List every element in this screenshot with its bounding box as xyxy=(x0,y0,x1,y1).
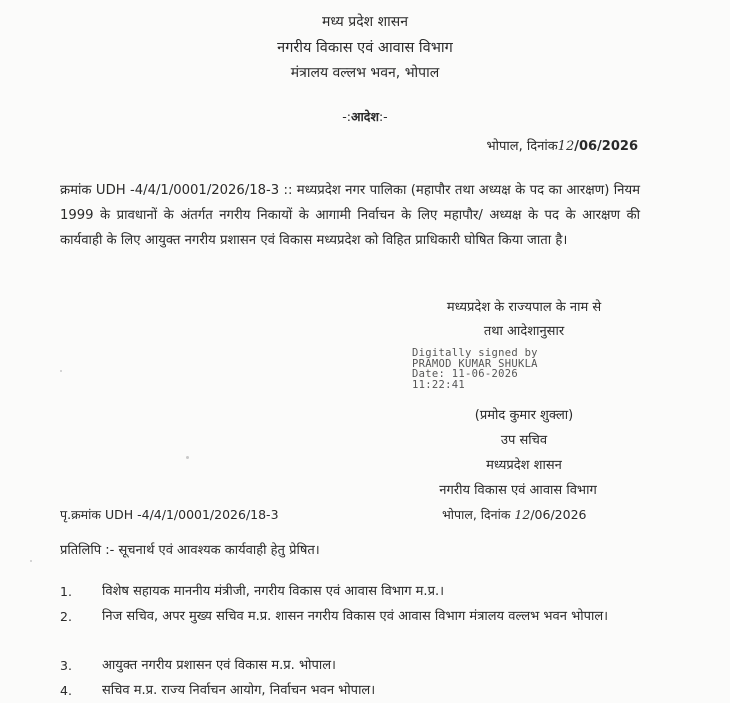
copy-list-number: 1. xyxy=(60,584,72,599)
header-address: मंत्रालय वल्लभ भवन, भोपाल xyxy=(290,65,440,81)
copy-place-date xyxy=(442,506,586,523)
signatory-name: (प्रमोद कुमार शुक्ला) xyxy=(474,408,574,423)
digital-signature-block xyxy=(412,348,652,390)
digital-signature-line1: Digitally signed by xyxy=(412,347,538,359)
signature-authority-line2: तथा आदेशानुसार xyxy=(483,324,565,339)
order-place-date-label: भोपाल, दिनांक xyxy=(486,139,558,154)
signatory-designation: उप सचिव xyxy=(500,433,548,448)
copy-list-item: सचिव म.प्र. राज्य निर्वाचन आयोग, निर्वाचन भवन भोपाल। xyxy=(102,683,376,698)
copy-list-item: निज सचिव, अपर मुख्य सचिव म.प्र. शासन नगरीय विकास एवं आवास विभाग मंत्रालय वल्लभ भवन भोपाल। xyxy=(102,609,609,624)
order-date-rest: /06/2026 xyxy=(574,139,638,154)
copy-list-number: 2. xyxy=(60,609,72,624)
copy-list-number: 4. xyxy=(60,683,72,698)
copy-date-day-handwritten: 12 xyxy=(514,507,531,522)
order-title-suffix: :- xyxy=(378,109,388,124)
copy-date-label: भोपाल, दिनांक xyxy=(442,507,511,522)
order-place-date xyxy=(487,136,639,154)
order-title-prefix: -: xyxy=(342,109,352,124)
copy-list-item: आयुक्त नगरीय प्रशासन एवं विकास म.प्र. भोपाल। xyxy=(102,658,336,673)
scan-speck xyxy=(186,456,189,459)
order-title-text: आदेश xyxy=(351,109,379,124)
copy-list-item: विशेष सहायक माननीय मंत्रीजी, नगरीय विकास एवं आवास विभाग म.प्र.। xyxy=(102,584,445,599)
scan-speck xyxy=(30,560,32,562)
order-date-day-handwritten: 12 xyxy=(557,139,575,154)
digital-signature-name: PRAMOD KUMAR SHUKLA xyxy=(412,357,538,370)
scan-speck xyxy=(60,370,62,372)
header-government: मध्य प्रदेश शासन xyxy=(322,14,408,30)
order-body-paragraph: क्रमांक UDH -4/4/1/0001/2026/18-3 :: मध्यप्रदेश नगर पालिका (महापौर तथा अध्यक्ष के पद का आरक्षण) नियम 1999 के प्रावधानों के अंतर्गत नगरीय निकायों के आगामी निर्वाचन के लिए महापौर/ अध्यक्ष के पद के आरक्षण की कार्यवाही के लिए आयुक्त नगरीय प्रशासन एवं विकास मध्यप्रदेश को विहित प्राधिकारी घोषित किया जाता है। xyxy=(60,183,640,248)
signatory-org-line2: नगरीय विकास एवं आवास विभाग xyxy=(439,483,597,498)
copy-date-rest: /06/2026 xyxy=(530,507,587,522)
header-department: नगरीय विकास एवं आवास विभाग xyxy=(277,40,453,56)
copy-forwarded-note: प्रतिलिपि :- सूचनार्थ एवं आवश्यक कार्यवाही हेतु प्रेषित। xyxy=(60,543,320,558)
copy-list-number: 3. xyxy=(60,658,72,673)
signatory-org-line1: मध्यप्रदेश शासन xyxy=(486,458,562,473)
digital-signature-date: Date: 11-06-2026 xyxy=(412,368,518,380)
digital-signature-time: 11:22:41 xyxy=(412,378,465,391)
copy-reference-number: पृ.क्रमांक UDH -4/4/1/0001/2026/18-3 xyxy=(60,507,279,522)
order-title xyxy=(0,108,730,125)
signature-authority-line1: मध्यप्रदेश के राज्यपाल के नाम से xyxy=(446,300,602,315)
